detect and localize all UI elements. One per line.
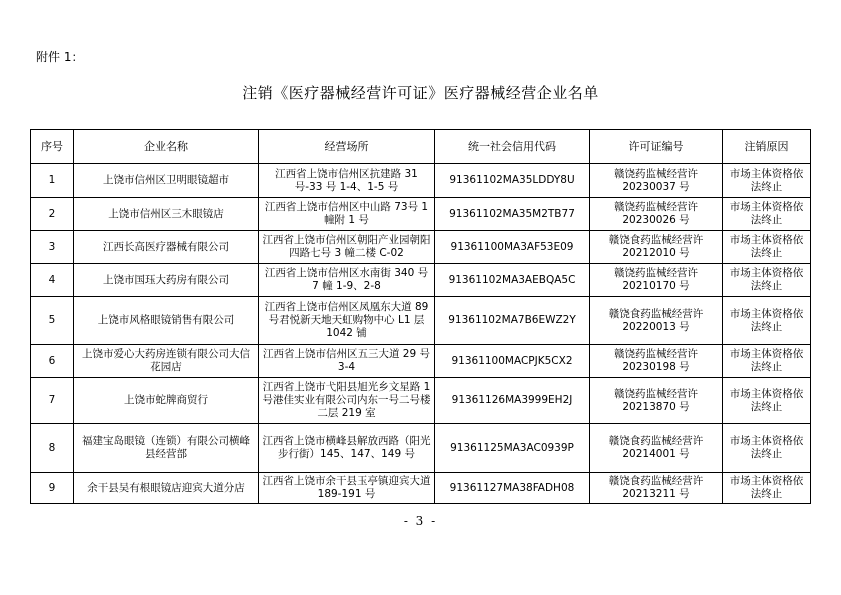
cell-credit-code: 91361102MA35LDDY8U [435,164,590,198]
cell-name: 上饶市信州区三木眼镜店 [74,198,259,231]
cell-credit-code: 91361125MA3AC0939P [435,424,590,473]
column-header-name: 企业名称 [74,130,259,164]
cell-name: 上饶市风格眼镜销售有限公司 [74,297,259,345]
column-header-license: 许可证编号 [590,130,723,164]
column-header-address: 经营场所 [259,130,435,164]
cell-address: 江西省上饶市信州区五三大道 29 号 3-4 [259,345,435,378]
cell-address: 江西省上饶市信州区抗建路 31号-33 号 1-4、1-5 号 [259,164,435,198]
cell-license: 赣饶食药监械经营许 20213211 号 [590,473,723,504]
cell-no: 5 [31,297,74,345]
license-cancellation-table [30,129,811,504]
cell-no: 6 [31,345,74,378]
table-row [31,231,811,264]
cell-reason: 市场主体资格依法终止 [723,231,811,264]
cell-name: 上饶市爱心大药房连锁有限公司大信花园店 [74,345,259,378]
column-header-no: 序号 [31,130,74,164]
cell-license: 赣饶食药监械经营许 20214001 号 [590,424,723,473]
table-header-row [31,130,811,164]
cell-no: 9 [31,473,74,504]
cell-name: 上饶市国珏大药房有限公司 [74,264,259,297]
document-title: 注销《医疗器械经营许可证》医疗器械经营企业名单 [242,84,599,102]
cell-reason: 市场主体资格依法终止 [723,164,811,198]
cell-name: 福建宝岛眼镜（连锁）有限公司横峰县经营部 [74,424,259,473]
cell-license: 赣饶食药监械经营许 20220013 号 [590,297,723,345]
table-row [31,164,811,198]
cell-license: 赣饶药监械经营许 20230026 号 [590,198,723,231]
cell-reason: 市场主体资格依法终止 [723,198,811,231]
cell-name: 余干县吴有根眼镜店迎宾大道分店 [74,473,259,504]
cell-credit-code: 91361102MA7B6EWZ2Y [435,297,590,345]
cell-address: 江西省上饶市信州区中山路 73号 1 幢附 1 号 [259,198,435,231]
cell-name: 上饶市信州区卫明眼镜超市 [74,164,259,198]
cell-license: 赣饶药监械经营许 20230037 号 [590,164,723,198]
cell-reason: 市场主体资格依法终止 [723,264,811,297]
cell-no: 1 [31,164,74,198]
cell-credit-code: 91361126MA3999EH2J [435,378,590,424]
table-row [31,297,811,345]
cell-address: 江西省上饶市余干县玉亭镇迎宾大道 189-191 号 [259,473,435,504]
table-row [31,345,811,378]
cell-license: 赣饶药监械经营许 20213870 号 [590,378,723,424]
cell-license: 赣饶药监械经营许 20210170 号 [590,264,723,297]
table-row [31,264,811,297]
cell-credit-code: 91361102MA3AEBQA5C [435,264,590,297]
table-row [31,473,811,504]
cell-address: 江西省上饶市信州区朝阳产业园朝阳四路七号 3 幢二楼 C-02 [259,231,435,264]
cell-no: 3 [31,231,74,264]
cell-address: 江西省上饶市弋阳县旭光乡文星路 1 号港佳实业有限公司内东一号二号楼二层 219 室 [259,378,435,424]
cell-reason: 市场主体资格依法终止 [723,378,811,424]
cell-no: 2 [31,198,74,231]
cell-reason: 市场主体资格依法终止 [723,345,811,378]
cell-no: 7 [31,378,74,424]
column-header-credit-code: 统一社会信用代码 [435,130,590,164]
cell-reason: 市场主体资格依法终止 [723,473,811,504]
cell-credit-code: 91361127MA38FADH08 [435,473,590,504]
page-number: - 3 - [403,514,438,528]
cell-address: 江西省上饶市横峰县解放西路（阳光步行街）145、147、149 号 [259,424,435,473]
cell-license: 赣饶药监械经营许 20230198 号 [590,345,723,378]
cell-credit-code: 91361100MACPJK5CX2 [435,345,590,378]
table-row [31,378,811,424]
cell-address: 江西省上饶市信州区水南街 340 号 7 幢 1-9、2-8 [259,264,435,297]
cell-credit-code: 91361100MA3AF53E09 [435,231,590,264]
cell-license: 赣饶食药监械经营许 20212010 号 [590,231,723,264]
cell-name: 上饶市蛇牌商贸行 [74,378,259,424]
cell-credit-code: 91361102MA35M2TB77 [435,198,590,231]
attachment-label: 附件 1： [36,50,84,64]
table-row [31,424,811,473]
cell-no: 8 [31,424,74,473]
table-row [31,198,811,231]
cell-reason: 市场主体资格依法终止 [723,297,811,345]
cell-no: 4 [31,264,74,297]
cell-reason: 市场主体资格依法终止 [723,424,811,473]
cell-name: 江西长高医疗器械有限公司 [74,231,259,264]
cell-address: 江西省上饶市信州区凤凰东大道 89 号君悦新天地天虹购物中心 L1 层 1042 铺 [259,297,435,345]
column-header-reason: 注销原因 [723,130,811,164]
